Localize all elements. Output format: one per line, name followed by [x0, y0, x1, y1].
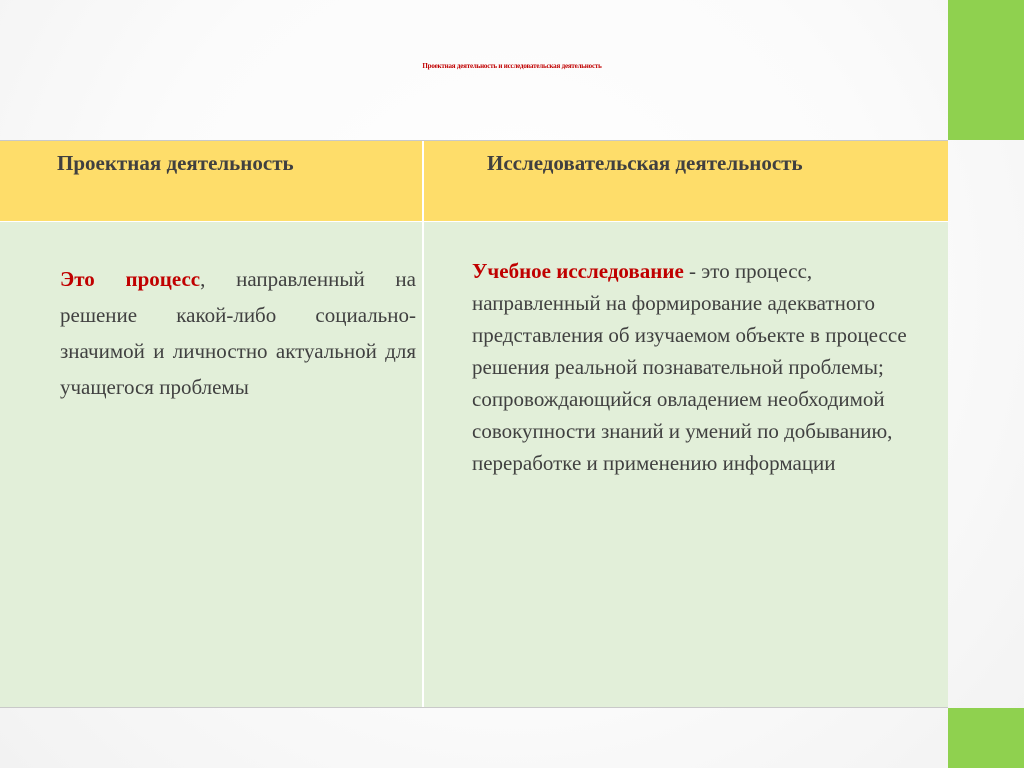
table-header-row: [0, 141, 948, 222]
project-definition-text: , направленный на решение какой-либо социально-значимой и личностно актуальной для учащегося проблемы: [60, 267, 416, 399]
project-definition-cell: [60, 261, 416, 405]
slide-title: Проектная деятельность и исследовательская деятельность: [422, 62, 602, 70]
research-definition-text: - это процесс, направленный на формирование адекватного представления об изучаемом объекте в процессе решения реальной познавательной проблемы; сопровождающийся овладением необходимой совокупности знаний и умений по добыванию, переработке и применению информации: [472, 259, 907, 475]
research-term: Учебное исследование: [472, 259, 684, 283]
column-header-project: Проектная деятельность: [57, 151, 294, 175]
column-header-research: Исследовательская деятельность: [487, 151, 803, 175]
accent-bar-top: [948, 0, 1024, 140]
project-term: Это процесс: [60, 267, 201, 291]
column-divider: [422, 141, 424, 707]
comparison-table: [0, 140, 948, 708]
accent-bar-bottom: [948, 708, 1024, 768]
research-definition-cell: [472, 255, 942, 479]
